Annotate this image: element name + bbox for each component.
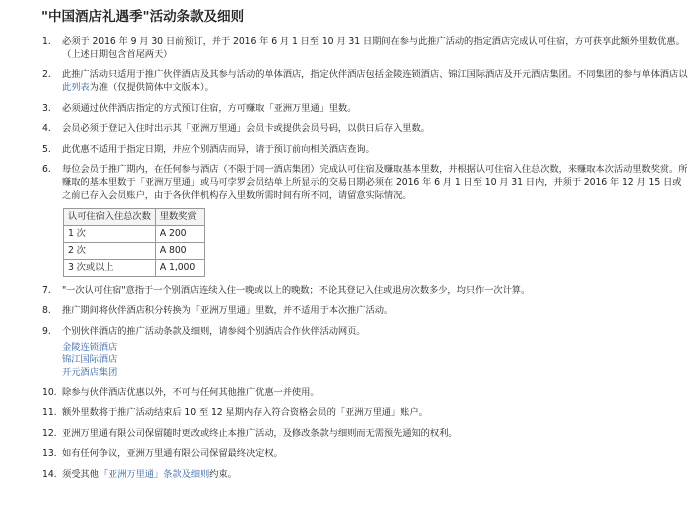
item-number: 13. (42, 448, 57, 460)
hotel-group-links (62, 342, 690, 380)
column-header-miles: 里数奖赏 (155, 209, 204, 226)
miles-value: 1,000 (169, 261, 196, 273)
item-text: 此优惠不适用于指定日期，并应个别酒店而异，请于预订前向相关酒店查询。 (62, 143, 375, 155)
hotel-list-link[interactable]: 此列表 (62, 82, 90, 94)
asia-miles-icon: A (159, 244, 167, 256)
miles-cell (155, 243, 204, 260)
column-header-stays: 认可住宿入住总次数 (64, 209, 156, 226)
terms-list (42, 36, 690, 482)
miles-cell (155, 260, 204, 277)
jinling-hotels-link[interactable]: 金陵连锁酒店 (62, 341, 118, 353)
terms-item-6 (42, 164, 690, 277)
terms-item-11 (42, 407, 690, 420)
terms-item-2 (42, 69, 690, 95)
miles-cell (155, 226, 204, 243)
terms-item-4 (42, 123, 690, 136)
table-row (64, 243, 205, 260)
terms-item-8 (42, 305, 690, 318)
item-text-tail: 约束。 (209, 468, 237, 480)
asia-miles-icon: A (159, 227, 167, 239)
item-number: 12. (42, 427, 57, 439)
item-text: 额外里数将于推广活动结束后 10 至 12 星期内存入符合资格会员的「亚洲万里通」账户。 (62, 407, 428, 419)
miles-value: 800 (169, 244, 187, 256)
stays-cell: 2 次 (64, 243, 156, 260)
item-number: 2. (42, 69, 51, 81)
item-text: 亚洲万里通有限公司保留随时更改或终止本推广活动，及修改条款与细则而无需预先通知的权利。 (62, 427, 458, 439)
item-number: 7. (42, 284, 51, 296)
stays-cell: 1 次 (64, 226, 156, 243)
item-number: 14. (42, 468, 57, 480)
terms-item-10 (42, 387, 690, 400)
terms-item-3 (42, 103, 690, 116)
item-text: 须受其他「 (62, 468, 108, 480)
new-century-hotels-link[interactable]: 开元酒店集团 (62, 366, 118, 378)
miles-value: 200 (169, 227, 187, 239)
item-number: 8. (42, 305, 51, 317)
table-row (64, 260, 205, 277)
item-number: 1. (42, 36, 51, 47)
item-number: 11. (42, 407, 57, 419)
item-number: 4. (42, 123, 51, 135)
item-text: 必须通过伙伴酒店指定的方式预订住宿，方可赚取「亚洲万里通」里数。 (62, 102, 357, 114)
item-text: 个别伙伴酒店的推广活动条款及细则，请参阅个别酒店合作伙伴活动网页。 (62, 325, 366, 337)
terms-item-14 (42, 469, 690, 482)
terms-item-1 (42, 36, 690, 62)
item-text: 推广期间将伙伴酒店积分转换为「亚洲万里通」里数，并不适用于本次推广活动。 (62, 305, 394, 317)
item-text: 此推广活动只适用于推广伙伴酒店及其参与活动的单体酒店，指定伙伴酒店包括金陵连锁酒店、锦江国际酒店及开元酒店集团。不同集团的参与单体酒店以 (62, 69, 688, 81)
terms-item-9 (42, 326, 690, 379)
stays-cell: 3 次或以上 (64, 260, 156, 277)
item-number: 5. (42, 143, 51, 155)
item-text: 每位会员于推广期内，在任何参与酒店（不限于同一酒店集团）完成认可住宿及赚取基本里数，并根据认可住宿入住总次数，来赚取本次活动里数奖赏。所赚取的基本里数于「亚洲万里通」或马可孛罗会员结单上所显示的交易日期必须在 2016 年 6 月 1 日至 10 月 31 日内，并须于 2016 年 12 月 15 日或之前已存入会员账户，由于各伙伴机构存入里数所需时间有所不同，请留意实际情况。 (62, 164, 688, 202)
terms-item-12 (42, 428, 690, 441)
item-text: 会员必须于登记入住时出示其「亚洲万里通」会员卡或提供会员号码，以供日后存入里数。 (62, 123, 430, 135)
asia-miles-terms-link[interactable]: 亚洲万里通」条款及细则 (108, 468, 210, 480)
rewards-table (63, 208, 205, 277)
item-number: 10. (42, 386, 57, 398)
table-header-row (64, 209, 205, 226)
item-text: 除参与伙伴酒店优惠以外，不可与任何其他推广优惠一并使用。 (62, 386, 320, 398)
item-number: 3. (42, 102, 51, 114)
item-number: 9. (42, 325, 51, 337)
item-text: 必须于 2016 年 9 月 30 日前预订，并于 2016 年 6 月 1 日至 10 月 31 日期间在参与此推广活动的指定酒店完成认可住宿，方可获享此额外里数优惠。（上述日期包含首尾两天） (62, 36, 685, 60)
item-text: "一次认可住宿"意指于一个别酒店连续入住一晚或以上的晚数；不论其登记入住或退房次数多少，均只作一次计算。 (62, 284, 531, 296)
item-text: 如有任何争议，亚洲万里通有限公司保留最终决定权。 (62, 448, 283, 460)
terms-item-5 (42, 144, 690, 157)
terms-item-13 (42, 448, 690, 461)
item-number: 6. (42, 164, 51, 176)
terms-item-7 (42, 285, 690, 298)
asia-miles-icon: A (159, 261, 167, 273)
table-row (64, 226, 205, 243)
item-text-tail: 为准（仅提供简体中文版本）。 (89, 82, 214, 94)
page-title: "中国酒店礼遇季"活动条款及细则 (41, 9, 245, 25)
jinjiang-hotels-link[interactable]: 锦江国际酒店 (62, 354, 118, 366)
